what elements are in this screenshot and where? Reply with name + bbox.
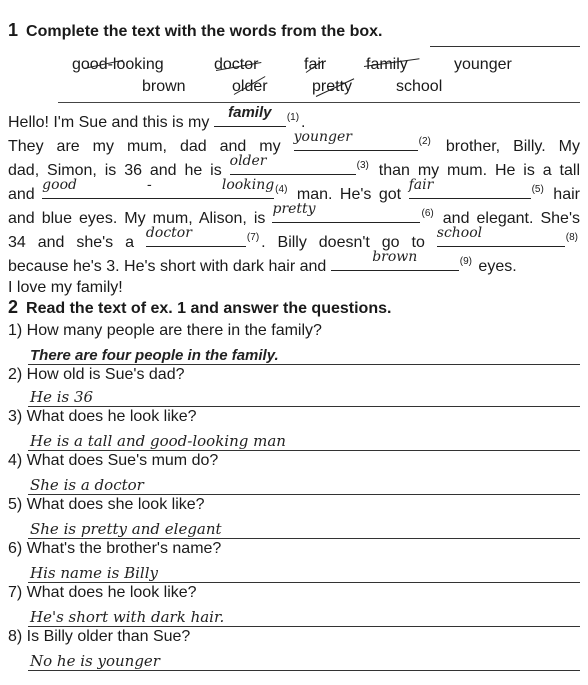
text-fragment: hair (553, 186, 580, 203)
question: 7) What does he look like? (8, 584, 197, 601)
handwritten-answer: She is pretty and elegant (30, 520, 222, 538)
answer-blank[interactable] (145, 225, 246, 247)
text-line (8, 249, 580, 276)
handwritten-answer: His name is Billy (30, 564, 158, 582)
handwritten-answer: No he is younger (30, 652, 160, 670)
handwritten-answer: She is a doctor (30, 476, 144, 494)
exercise-1-heading (8, 20, 382, 41)
text-fragment: . Billy doesn't go to (261, 234, 425, 251)
gap-number: (7) (246, 232, 260, 243)
question: 8) Is Billy older than Sue? (8, 628, 191, 645)
handwritten-answer: good - looking (42, 177, 275, 193)
answer-blank[interactable] (214, 104, 286, 127)
text-fragment: brother, Billy. My (445, 138, 580, 155)
answer-blank[interactable] (272, 201, 420, 223)
box-word: fair (304, 56, 327, 73)
answer-line[interactable] (28, 606, 580, 627)
handwritten-answer: older (229, 153, 267, 169)
answer-line[interactable] (28, 430, 580, 451)
handwritten-answer: He's short with dark hair. (30, 608, 225, 626)
text-fragment: . (301, 114, 306, 131)
box-word: older (232, 78, 268, 95)
gap-number: (1) (286, 112, 300, 123)
answer-line[interactable] (28, 650, 580, 671)
text-line (8, 225, 580, 252)
box-word: brown (142, 78, 186, 95)
question: 6) What's the brother's name? (8, 540, 222, 557)
text-fragment: and (8, 186, 35, 203)
answer-line[interactable] (28, 518, 580, 539)
gap-number: (6) (421, 208, 434, 219)
text-fragment: eyes. (478, 258, 517, 275)
box-word: school (396, 78, 443, 95)
exercise-2-heading (8, 297, 391, 318)
handwritten-answer: pretty (272, 201, 316, 217)
question: 1) How many people are there in the family? (8, 322, 322, 339)
handwritten-answer: He is a tall and good-looking man (30, 432, 286, 450)
gap-number: (8) (565, 232, 578, 243)
text-fragment: and blue eyes. My mum, Alison, is (8, 210, 266, 227)
answer-line[interactable] (28, 562, 580, 583)
box-word: good-looking (72, 56, 164, 73)
handwritten-answer: fair (408, 177, 434, 193)
text-fragment: and elegant. She's (442, 210, 580, 227)
gap-number: (9) (459, 256, 472, 267)
exercise-1-number: 1 (8, 20, 19, 40)
exercise-2-title: Read the text of ex. 1 and answer the questions. (26, 300, 392, 317)
box-word: pretty (312, 78, 353, 95)
handwritten-answer: He is 36 (30, 388, 94, 406)
question: 3) What does he look like? (8, 408, 197, 425)
exercise-2-number: 2 (8, 297, 19, 317)
text-fragment: They are my mum, dad and my (8, 138, 281, 155)
handwritten-answer: younger (293, 129, 352, 145)
answer-blank[interactable] (42, 177, 275, 199)
text-fragment: Hello! I'm Sue and this is my (8, 114, 210, 131)
box-word: doctor (214, 56, 259, 73)
exercise-1-title: Complete the text with the words from the box. (26, 23, 383, 40)
exercise-1-text (8, 104, 580, 300)
handwritten-answer: brown (372, 249, 418, 265)
gap-number: (5) (531, 184, 544, 195)
heading-rule (430, 46, 580, 47)
answer-line[interactable] (28, 386, 580, 407)
answer-line[interactable] (28, 344, 580, 365)
handwritten-answer: school (436, 225, 483, 241)
text-fragment: I love my family! (8, 279, 123, 296)
question: 5) What does she look like? (8, 496, 205, 513)
answer-blank[interactable] (408, 177, 531, 199)
text-fragment: 34 and she's a (8, 234, 134, 251)
answer-blank[interactable] (331, 249, 459, 271)
word-box (58, 52, 580, 103)
box-word: family (366, 56, 408, 73)
text-fragment: man. He's got (296, 186, 402, 203)
gap-number: (3) (356, 160, 369, 171)
gap-number: (2) (418, 136, 431, 147)
question: 4) What does Sue's mum do? (8, 452, 219, 469)
handwritten-answer: doctor (145, 225, 192, 241)
box-word: younger (454, 56, 512, 73)
text-fragment: dad, Simon, is 36 and he is (8, 162, 222, 179)
question: 2) How old is Sue's dad? (8, 366, 185, 383)
text-fragment: because he's 3. He's short with dark hair and (8, 258, 327, 275)
handwritten-answer: There are four people in the family. (30, 347, 279, 364)
handwritten-answer: family (228, 104, 272, 121)
text-fragment: than my mum. He is a tall (378, 162, 580, 179)
answer-line[interactable] (28, 474, 580, 495)
gap-number: (4) (275, 184, 288, 195)
